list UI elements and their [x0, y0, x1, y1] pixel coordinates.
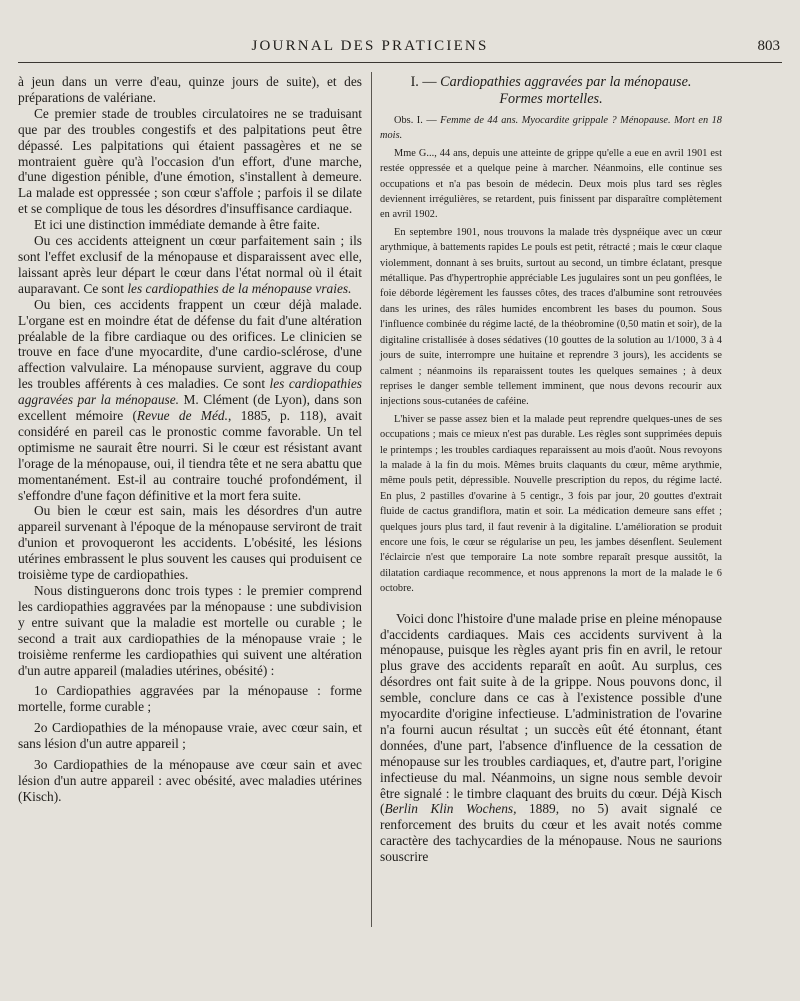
running-head: [0, 38, 800, 60]
section-title: I. — Cardiopathies aggravées par la ménopause. Formes mortelles.: [410, 74, 692, 107]
paragraph: Ou bien, ces accidents frappent un cœur déjà malade. L'organe est en moindre état de défense du fait d'une altération préalable de la fibre cardiaque ou des orifices. Le clinicien se trouve en face d'une myocardite, d'une cardio-sclérose, d'une affection valvulaire. La ménopause survient, aggrave du coup les troubles afférents à ces maladies. Ce sont les cardiopathies aggravées par la ménopause. M. Clément (de Lyon), dans son excellent mémoire (Revue de Méd., 1885, p. 118), avait considéré en pareil cas le pronostic comme favorable. Un tel optimisme ne saurait être nourri. Si le cœur est résistant avant l'orage de la ménopause, oui, il tiendra tête et ne sera abattu que momentanément. Est-il au contraire touché profondément, il s'effondre d'une façon définitive et la mort fera suite.: [18, 296, 362, 503]
paragraph: Nous distinguerons donc trois types : le premier comprend les cardiopathies aggravées par la ménopause : une subdivision y entre suivant que la maladie est mortelle ou curable ; le second a trait aux cardiopathies de la ménopause vraie ; le troisième renferme les cardiopathies qui suivent une altération d'un autre appareil (maladies utérines, obésité) :: [18, 583, 362, 678]
header-rule: [18, 62, 782, 63]
paragraph: Et ici une distinction immédiate demande à être faite.: [34, 217, 320, 233]
left-column: [18, 74, 362, 805]
observation-heading: Obs. I. — Femme de 44 ans. Myocardite grippale ? Ménopause. Mort en 18 mois.: [380, 115, 722, 142]
paragraph: Ce premier stade de troubles circulatoires ne se traduisant que par des troubles congestifs et des palpitations peut être dépassé. Les palpitations qui étaient passagères et ne se montraient guère qu'à l'occasion d'un effort, d'une marche, d'une digestion pénible, d'une émotion, s'installent à demeure. La malade est oppressée ; son cœur s'affole ; parfois il se dilate et se complique de tous les désordres d'insuffisance cardiaque.: [18, 105, 362, 217]
paragraph: à jeun dans un verre d'eau, quinze jours de suite), et des préparations de valériane.: [18, 74, 362, 105]
right-column: [380, 74, 722, 865]
case-paragraph: Mme G..., 44 ans, depuis une atteinte de grippe qu'elle a eue en avril 1901 est restée oppressée et a quelque peine à marcher. Néanmoins, elle continue ses occupations et n'a pas besoin de médecin. Deux mois plus tard ses règles deviennent irrégulières, se retardent, puis finissent par disparaître complètement en avril 1902.: [380, 147, 722, 221]
paragraph: Ou ces accidents atteignent un cœur parfaitement sain ; ils sont l'effet exclusif de la ménopause et disparaissent avec elle, laissant après leur départ le cœur dans l'état normal où il était auparavant. Ce sont les cardiopathies de la ménopause vraies.: [18, 233, 362, 296]
paragraph: Voici donc l'histoire d'une malade prise en pleine ménopause d'accidents cardiaques. Mais ces accidents survivent à la ménopause, puisque les règles ayant pris fin en avril, le retour plus grave des accidents reparaît en août. Au surplus, ces désordres ont fait suite à de la grippe. Nous pouvons donc, il semble, conclure dans ce cas à l'existence possible d'une myocardite d'origine infectieuse. L'administration de l'ovarine n'a fourni aucun résultat ; un succès eût été étonnant, étant données, d'une part, l'absence d'influence de la cessation de ménopause sur les troubles cardiaques, et, d'autre part, l'origine infectieuse du mal. Néanmoins, un signe nous semble devoir être signalé : le timbre claquant des bruits du cœur. Déjà Kisch (Berlin Klin Wochens, 1889, no 5) avait signalé ce renforcement des bruits du cœur et les avait notés comme caractère des tachycardies de la ménopause. Nous ne saurions souscrire: [380, 610, 722, 865]
journal-title: JOURNAL DES PRATICIENS: [251, 38, 489, 54]
list-item: 3o Cardiopathies de la ménopause ave cœur sain et avec lésion d'un autre appareil : avec obésité, avec maladies utérines (Kisch).: [18, 757, 362, 804]
case-paragraph: L'hiver se passe assez bien et la malade peut reprendre quelques-unes de ses occupations ; mais ce mieux n'est pas durable. Les règles sont supprimées depuis le printemps ; les troubles cardiaques reparaissent au mois d'août. Nous revoyons la malade à la fin du mois. Mêmes bruits claquants du cœur, même arythmie, même pouls petit, dépressible. Nouvelle prescription du repos, du régime lacté. En plus, 2 pastilles d'ovarine à 5 centigr., 3 fois par jour, 20 gouttes d'extrait fluide de cactus grandiflora, matin et soir. La médication demeure sans effet ; quelques jours plus tard, il faut revenir à la digitaline. L'amélioration se produit encore une fois, le cœur se régularise un peu, les jambes désenflent. Seulement l'éclaircie n'est que temporaire La note sombre reparaît presque aussitôt, la dilatation cardiaque recommence, et nous apprenons la mort de la malade le 6 octobre.: [380, 413, 722, 595]
paragraph: Ou bien le cœur est sain, mais les désordres d'un autre appareil survenant à l'époque de la ménopause serviront de trait d'union et provoqueront les accidents. L'obésité, les lésions utérines embrassent le plus souvent les causes qui produisent ce troisième type de cardiopathies.: [18, 503, 362, 583]
list-item: 2o Cardiopathies de la ménopause vraie, avec cœur sain, et sans lésion d'un autre appareil ;: [18, 720, 362, 752]
observation-block: [380, 113, 722, 597]
list-item: 1o Cardiopathies aggravées par la ménopause : forme mortelle, forme curable ;: [18, 683, 362, 715]
case-paragraph: En septembre 1901, nous trouvons la malade très dyspnéique avec un cœur arythmique, à battements rapides Le pouls est petit, rétracté ; mais le cœur claque violemment, donnant à ses bruits, surtout au second, un timbre éclatant, presque métallique. Pas d'hypertrophie appréciable Les jugulaires sont un peu gonflées, le foie déborde légèrement les fausses côtes, des traces d'albumine sont retrouvées dans les urines, des râles humides encombrent les bases du poumon. Sous l'influence combinée du régime lacté, de la théobromine (0,50 matin et soir), de la digitaline cristallisée à doses sédatives (10 gouttes de la solution au 1/1000, 3 à 4 jours de suite, interrompre une huitaine et reprendre 3 jours), les accidents se calment ; néanmoins ils reparaissent toutes les quelques semaines ; à deux reprises le danger semble tellement imminent, que nous devons recourir aux injections sous-cutanées de caféine.: [380, 226, 722, 408]
column-divider: [371, 72, 372, 927]
page-number: 803: [757, 38, 780, 54]
